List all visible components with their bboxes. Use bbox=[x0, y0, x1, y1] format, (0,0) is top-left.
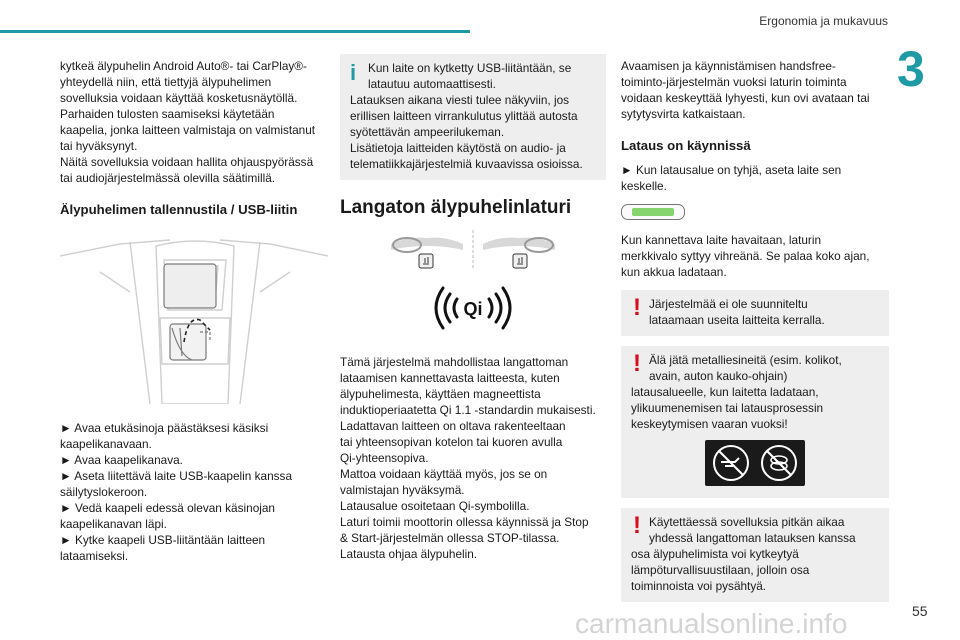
column-left bbox=[60, 58, 330, 564]
charging-led bbox=[632, 208, 674, 216]
qi-label: Qi bbox=[463, 299, 483, 319]
text-line: tai audiojärjestelmässä olevilla säätimillä. bbox=[60, 171, 276, 185]
text-line: Lisätietoja laitteiden käytöstä on audio- ja bbox=[350, 141, 566, 155]
text-line: tai yhteensopivan kotelon tai kuoren avulla bbox=[340, 435, 563, 449]
wireless-body bbox=[340, 354, 606, 562]
text-line: lämpöturvallisuustilaan, jolloin osa bbox=[631, 563, 810, 577]
text-line: keskeytymisen vaaran vuoksi! bbox=[631, 417, 788, 431]
column-middle bbox=[340, 54, 606, 562]
text-line: ► Avaa etukäsinoja päästäksesi käsiksi bbox=[60, 421, 269, 435]
text-line: lataamiseksi. bbox=[60, 549, 129, 563]
text-line: latautuu automaattisesti. bbox=[368, 77, 496, 91]
section-title: Ergonomia ja mukavuus bbox=[759, 14, 888, 28]
page-number: 55 bbox=[912, 603, 928, 619]
text-line: Parhaiden tulosten saamiseksi käytetään bbox=[60, 107, 275, 121]
text-line: kun akkua ladataan. bbox=[621, 265, 727, 279]
no-metal-objects-icon bbox=[705, 440, 805, 486]
text-line: Käytettäessä sovelluksia pitkän aikaa bbox=[649, 515, 845, 529]
text-line: Älä jätä metalliesineitä (esim. kolikot, bbox=[649, 353, 842, 367]
center-console-illustration bbox=[60, 232, 328, 404]
text-line: Näitä sovelluksia voidaan hallita ohjauspyörässä bbox=[60, 155, 314, 169]
text-line: ► Avaa kaapelikanava. bbox=[60, 453, 183, 467]
charging-description bbox=[621, 232, 889, 280]
text-line: Mattoa voidaan käyttää myös, jos se on bbox=[340, 467, 548, 481]
prohibited-items-icons bbox=[631, 440, 879, 486]
column-right bbox=[621, 58, 889, 612]
text-line: Ladattavan laitteen on oltava rakenteeltaan bbox=[340, 419, 566, 433]
charging-indicator-icon bbox=[621, 204, 685, 220]
header-accent-bar bbox=[0, 30, 470, 33]
chapter-number: 3 bbox=[897, 41, 925, 97]
text-line: ► Vedä kaapeli edessä olevan käsinojan bbox=[60, 501, 275, 515]
warning-icon: ! bbox=[633, 350, 641, 377]
text-line: erillisen laitteen virrankulutus ylittää autosta bbox=[350, 109, 578, 123]
text-line: ► Aseta liitettävä laite USB-kaapelin kanssa bbox=[60, 469, 293, 483]
text-line: latausalueelle, kun laitetta ladataan, bbox=[631, 385, 819, 399]
text-line: ► Kun latausalue on tyhjä, aseta laite sen bbox=[621, 163, 842, 177]
text-line: syötettävän ampeerilukeman. bbox=[350, 125, 505, 139]
text-line: keskelle. bbox=[621, 179, 667, 193]
text-line: kaapelikanavaan. bbox=[60, 437, 152, 451]
watermark: carmanualsonline.info bbox=[575, 608, 848, 639]
warning-icon: ! bbox=[633, 294, 641, 321]
text-line: Järjestelmää ei ole suunniteltu bbox=[649, 297, 808, 311]
text-line: Qi-yhteensopiva. bbox=[340, 451, 429, 465]
text-line: valmistajan hyväksymä. bbox=[340, 483, 465, 497]
usb-steps bbox=[60, 420, 330, 564]
intro-paragraph bbox=[60, 58, 330, 186]
text-line: lataamisen kannettavasta laitteesta, kuten bbox=[340, 371, 560, 385]
text-line: älypuhelimesta, käyttäen magneettista bbox=[340, 387, 541, 401]
warning-note-1 bbox=[621, 290, 889, 336]
warning-note-3 bbox=[621, 508, 889, 602]
text-line: Avaamisen ja käynnistämisen handsfree- bbox=[621, 59, 836, 73]
qi-wireless-icon bbox=[425, 278, 521, 338]
text-line: Kun kannettava laite havaitaan, laturin bbox=[621, 233, 822, 247]
text-line: osa älypuhelimista voi kytkeytyä bbox=[631, 547, 799, 561]
text-line: toiminnoista voi pysähtyä. bbox=[631, 579, 767, 593]
text-line: yhdessä langattoman latauksen kanssa bbox=[649, 531, 856, 545]
text-line: kaapelikanavan läpi. bbox=[60, 517, 167, 531]
text-line: ► Kytke kaapeli USB-liitäntään laitteen bbox=[60, 533, 266, 547]
text-line: kytkeä älypuhelin Android Auto®- tai CarPlay®- bbox=[60, 59, 307, 73]
left-hand-drive-icon bbox=[387, 230, 467, 270]
text-line: toiminto-järjestelmän vuoksi laturin toiminta bbox=[621, 75, 847, 89]
text-line: Tämä järjestelmä mahdollistaa langattoman bbox=[340, 355, 569, 369]
text-line: Latausalue osoitetaan Qi-symbolilla. bbox=[340, 499, 530, 513]
text-line: Kun laite on kytketty USB-liitäntään, se bbox=[368, 61, 572, 75]
text-line: lataamaan useita laitteita kerralla. bbox=[649, 313, 825, 327]
text-line: avain, auton kauko-ohjain) bbox=[649, 369, 788, 383]
wireless-charger-heading: Langaton älypuhelinlaturi bbox=[340, 197, 572, 218]
info-note bbox=[340, 54, 606, 180]
qi-symbol bbox=[340, 278, 606, 338]
text-line: voidaan keskeyttää lyhyesti, kun ovi avataan tai bbox=[621, 91, 870, 105]
divider-icon bbox=[471, 230, 475, 270]
text-line: Latauksen aikana viesti tulee näkyviin, jos bbox=[350, 93, 570, 107]
text-line: sytytysvirta katkaistaan. bbox=[621, 107, 746, 121]
warning-note-2 bbox=[621, 346, 889, 498]
text-line: Laturi toimii moottorin ollessa käynnissä ja Stop bbox=[340, 515, 589, 529]
text-line: ylikuumenemisen tai latausprosessin bbox=[631, 401, 824, 415]
warning-icon: ! bbox=[633, 512, 641, 539]
text-line: tai hyväksynyt. bbox=[60, 139, 138, 153]
text-line: induktioperiaatetta Qi 1.1 -standardin mukaisesti. bbox=[340, 403, 596, 417]
handsfree-paragraph bbox=[621, 58, 889, 122]
text-line: säilytyslokeroon. bbox=[60, 485, 148, 499]
right-hand-drive-icon bbox=[479, 230, 559, 270]
info-icon: i bbox=[350, 60, 357, 85]
usb-heading: Älypuhelimen tallennustila / USB-liitin bbox=[60, 202, 298, 217]
text-line: telematiikkajärjestelmiä kuvaavissa osioissa. bbox=[350, 157, 583, 171]
text-line: merkkivalo syttyy vihreänä. Se palaa koko ajan, bbox=[621, 249, 870, 263]
charging-heading: Lataus on käynnissä bbox=[621, 138, 751, 153]
text-line: Latausta ohjaa älypuhelin. bbox=[340, 547, 478, 561]
text-line: & Start-järjestelmän ollessa STOP-tilassa. bbox=[340, 531, 560, 545]
text-line: kaapelia, jonka laitteen valmistaja on valmistanut bbox=[60, 123, 316, 137]
text-line: yhteydellä niin, että tiettyjä älypuhelimen bbox=[60, 75, 272, 89]
text-line: sovelluksia voidaan käyttää kosketusnäytöllä. bbox=[60, 91, 298, 105]
steering-position-icons bbox=[340, 230, 606, 270]
